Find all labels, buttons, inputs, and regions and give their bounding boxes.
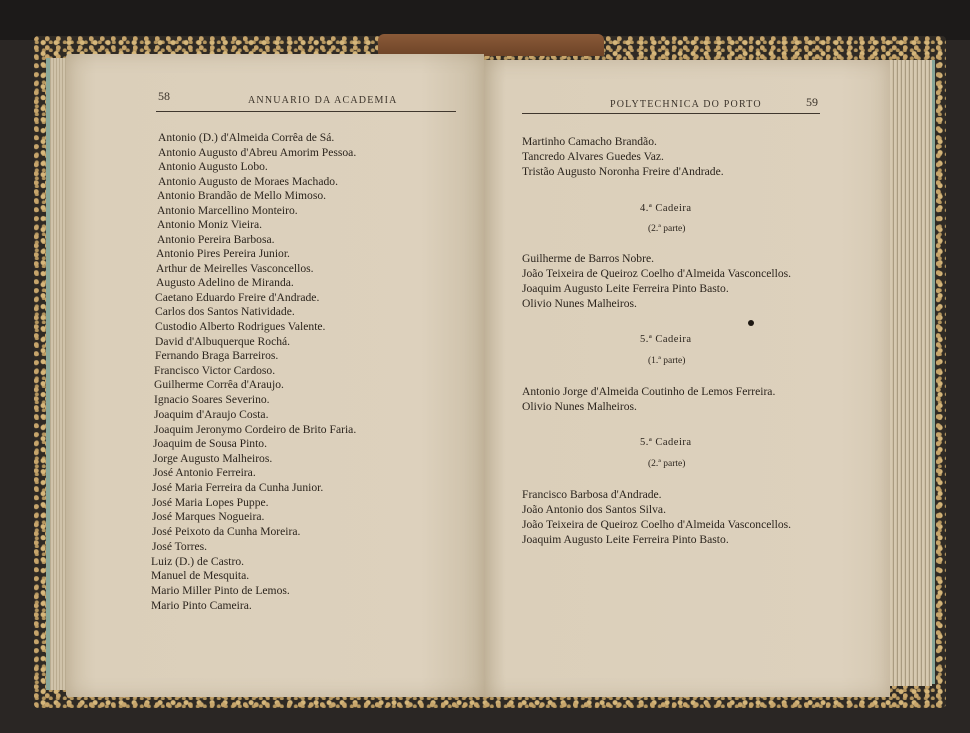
list-item: Antonio Pires Pereira Junior.: [156, 247, 290, 260]
list-item: Antonio Moniz Vieira.: [157, 218, 263, 231]
right-page-number: 59: [806, 95, 818, 109]
section-part: (2.ª parte): [648, 224, 686, 234]
list-item: José Peixoto da Cunha Moreira.: [152, 525, 301, 538]
left-running-head: ANNUARIO DA ACADEMIA: [248, 95, 398, 106]
list-item: Guilherme Corrêa d'Araujo.: [154, 378, 284, 391]
list-item: Ignacio Soares Severino.: [154, 393, 270, 406]
list-item: Mario Pinto Cameira.: [151, 599, 252, 612]
list-item: Joaquim Augusto Leite Ferreira Pinto Basto.: [522, 533, 729, 546]
list-item: Antonio Brandão de Mello Mimoso.: [157, 189, 327, 202]
section-part: (2.ª parte): [648, 459, 686, 469]
list-item: Antonio Augusto Lobo.: [158, 160, 268, 173]
list-item: Joaquim Augusto Leite Ferreira Pinto Basto.: [522, 282, 729, 295]
list-item: Francisco Victor Cardoso.: [154, 364, 276, 377]
list-item: Mario Miller Pinto de Lemos.: [151, 584, 290, 597]
list-item: João Antonio dos Santos Silva.: [522, 503, 666, 516]
section-heading: 5.ª Cadeira: [640, 437, 692, 448]
list-item: João Teixeira de Queiroz Coelho d'Almeida Vasconcellos.: [522, 267, 792, 280]
list-item: José Marques Nogueira.: [152, 510, 265, 523]
list-item: Jorge Augusto Malheiros.: [153, 452, 273, 465]
list-item: Tancredo Alvares Guedes Vaz.: [522, 150, 664, 163]
list-item: Antonio Augusto d'Abreu Amorim Pessoa.: [158, 146, 357, 159]
list-item: João Teixeira de Queiroz Coelho d'Almeida Vasconcellos.: [522, 518, 792, 531]
right-header-rule: [522, 113, 820, 114]
list-item: Antonio Marcellino Monteiro.: [157, 204, 298, 217]
list-item: Olivio Nunes Malheiros.: [522, 400, 637, 413]
list-item: Caetano Eduardo Freire d'Andrade.: [155, 291, 320, 304]
left-page-number: 58: [158, 89, 170, 103]
list-item: Antonio Augusto de Moraes Machado.: [158, 175, 338, 188]
list-item: José Maria Lopes Puppe.: [152, 496, 269, 509]
section-heading: 4.ª Cadeira: [640, 203, 692, 214]
list-item: Antonio Pereira Barbosa.: [157, 233, 275, 246]
book-spine: [378, 34, 604, 56]
list-item: Manuel de Mesquita.: [151, 569, 250, 582]
left-header-rule: [156, 111, 456, 112]
list-item: Tristão Augusto Noronha Freire d'Andrade.: [522, 165, 724, 178]
list-item: Antonio (D.) d'Almeida Corrêa de Sá.: [158, 131, 335, 144]
right-running-head: POLYTECHNICA DO PORTO: [610, 99, 762, 110]
list-item: Carlos dos Santos Natividade.: [155, 305, 295, 318]
list-item: David d'Albuquerque Rochá.: [155, 335, 291, 348]
list-item: José Maria Ferreira da Cunha Junior.: [152, 481, 324, 494]
list-item: Luiz (D.) de Castro.: [151, 555, 245, 568]
list-item: Antonio Jorge d'Almeida Coutinho de Lemos Ferreira.: [522, 385, 776, 398]
ink-spot: [748, 320, 754, 326]
list-item: Martinho Camacho Brandão.: [522, 135, 657, 148]
list-item: Custodio Alberto Rodrigues Valente.: [155, 320, 326, 333]
list-item: Francisco Barbosa d'Andrade.: [522, 488, 662, 501]
list-item: Joaquim Jeronymo Cordeiro de Brito Faria.: [154, 423, 357, 436]
list-item: Augusto Adelino de Miranda.: [156, 276, 294, 289]
list-item: Joaquim de Sousa Pinto.: [153, 437, 268, 450]
right-page-block-edges: [888, 60, 932, 686]
list-item: Olivio Nunes Malheiros.: [522, 297, 637, 310]
list-item: José Torres.: [152, 540, 208, 553]
list-item: Arthur de Meirelles Vasconcellos.: [156, 262, 314, 275]
list-item: Guilherme de Barros Nobre.: [522, 252, 654, 265]
list-item: Joaquim d'Araujo Costa.: [154, 408, 269, 421]
list-item: José Antonio Ferreira.: [153, 466, 256, 479]
section-heading: 5.ª Cadeira: [640, 334, 692, 345]
section-part: (1.ª parte): [648, 356, 686, 366]
list-item: Fernando Braga Barreiros.: [155, 349, 279, 362]
